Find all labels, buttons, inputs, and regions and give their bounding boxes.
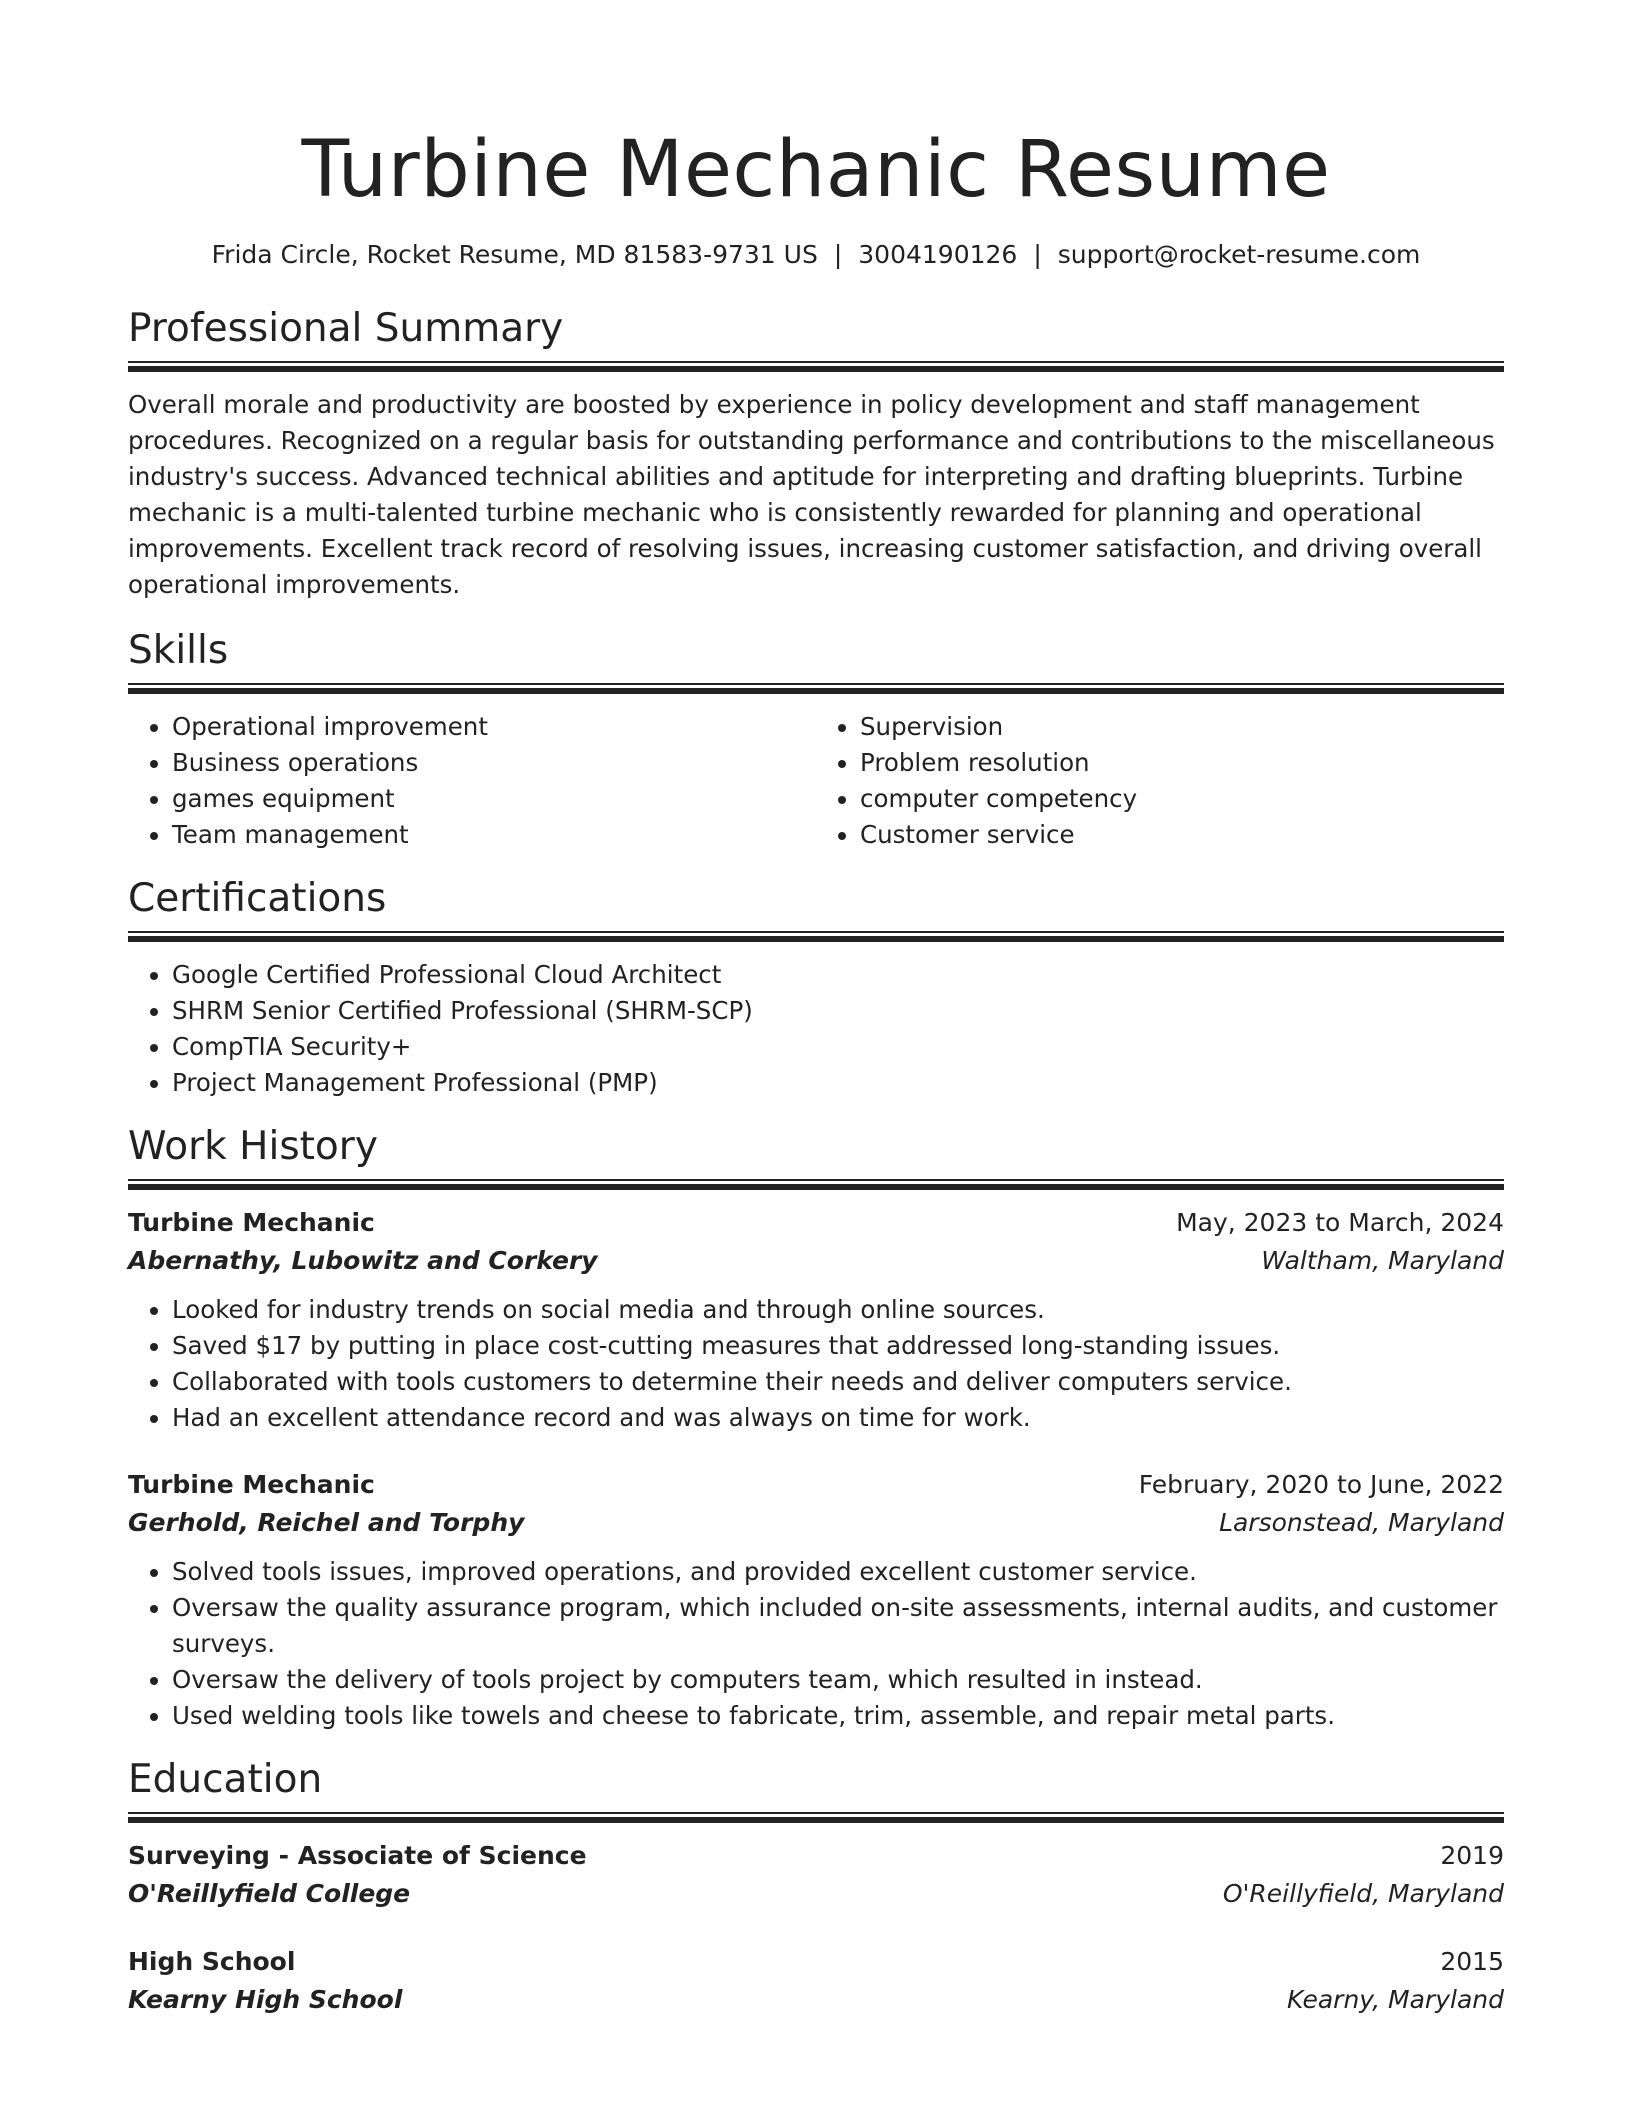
job-bullet: • Saved $17 by putting in place cost-cutting measures that addressed long-standing issues.	[172, 1328, 1504, 1364]
job-entry	[128, 1466, 1504, 1734]
education-degree: Surveying - Associate of Science	[128, 1841, 587, 1870]
job-bullet: • Had an excellent attendance record and was always on time for work.	[172, 1400, 1504, 1436]
skill-item: • Customer service	[860, 817, 1504, 853]
education-year: 2015	[1440, 1947, 1504, 1976]
skills-list-right	[816, 709, 1504, 853]
education-section	[128, 1756, 1504, 2019]
section-divider	[128, 1179, 1504, 1190]
job-header-row	[128, 1466, 1504, 1504]
skill-item: • Supervision	[860, 709, 1504, 745]
education-school: Kearny High School	[128, 1985, 403, 2014]
job-company-row	[128, 1242, 1504, 1280]
job-location: Larsonstead, Maryland	[1219, 1508, 1504, 1537]
job-bullet: • Used welding tools like towels and cheese to fabricate, trim, assemble, and repair metal parts.	[172, 1698, 1504, 1734]
skill-item: • games equipment	[172, 781, 816, 817]
education-school: O'Reillyfield College	[128, 1879, 411, 1908]
certifications-list	[128, 957, 1504, 1101]
section-divider	[128, 683, 1504, 694]
job-bullet: • Oversaw the quality assurance program, which included on-site assessments, internal audits, and customer surveys.	[172, 1590, 1504, 1662]
job-title: Turbine Mechanic	[128, 1208, 375, 1237]
job-dates: February, 2020 to June, 2022	[1138, 1470, 1504, 1499]
education-location: Kearny, Maryland	[1286, 1985, 1504, 2014]
job-entry	[128, 1204, 1504, 1436]
job-location: Waltham, Maryland	[1261, 1246, 1504, 1275]
job-bullet: • Collaborated with tools customers to determine their needs and deliver computers service.	[172, 1364, 1504, 1400]
job-header-row	[128, 1204, 1504, 1242]
job-company: Gerhold, Reichel and Torphy	[128, 1508, 525, 1537]
certifications-heading: Certifications	[128, 876, 387, 921]
skill-item: • Problem resolution	[860, 745, 1504, 781]
education-entry	[128, 1837, 1504, 1913]
certification-item: • CompTIA Security+	[172, 1029, 1504, 1065]
job-bullet: • Oversaw the delivery of tools project by computers team, which resulted in instead.	[172, 1662, 1504, 1698]
job-bullets	[128, 1554, 1504, 1734]
certification-item: • Project Management Professional (PMP)	[172, 1065, 1504, 1101]
job-bullets	[128, 1292, 1504, 1436]
section-divider	[128, 361, 1504, 372]
skills-section	[128, 627, 1504, 853]
skill-item: • Business operations	[172, 745, 816, 781]
education-school-row	[128, 1981, 1504, 2019]
contact-separator: |	[1033, 240, 1042, 269]
skills-heading: Skills	[128, 628, 229, 673]
education-location: O'Reillyfield, Maryland	[1222, 1879, 1504, 1908]
contact-line	[128, 239, 1504, 271]
certifications-section	[128, 875, 1504, 1101]
certification-item: • Google Certified Professional Cloud Architect	[172, 957, 1504, 993]
certification-item: • SHRM Senior Certified Professional (SHRM-SCP)	[172, 993, 1504, 1029]
education-heading: Education	[128, 1757, 323, 1802]
skill-item: • computer competency	[860, 781, 1504, 817]
section-divider	[128, 931, 1504, 942]
skills-grid	[128, 709, 1504, 853]
job-company-row	[128, 1504, 1504, 1542]
section-divider	[128, 1812, 1504, 1823]
education-degree: High School	[128, 1947, 296, 1976]
skill-item: • Operational improvement	[172, 709, 816, 745]
education-school-row	[128, 1875, 1504, 1913]
job-bullet: • Solved tools issues, improved operations, and provided excellent customer service.	[172, 1554, 1504, 1590]
summary-heading: Professional Summary	[128, 306, 564, 351]
education-year: 2019	[1440, 1841, 1504, 1870]
education-header-row	[128, 1837, 1504, 1875]
work-history-heading: Work History	[128, 1124, 378, 1169]
education-entry	[128, 1943, 1504, 2019]
summary-section	[128, 305, 1504, 603]
skill-item: • Team management	[172, 817, 816, 853]
contact-separator: |	[833, 240, 843, 269]
contact-address: Frida Circle, Rocket Resume, MD 81583-9731 US	[211, 240, 818, 269]
resume-title: Turbine Mechanic Resume	[301, 125, 1331, 215]
job-dates: May, 2023 to March, 2024	[1176, 1208, 1504, 1237]
education-header-row	[128, 1943, 1504, 1981]
contact-email: support@rocket-resume.com	[1057, 240, 1421, 269]
work-history-section	[128, 1123, 1504, 1734]
job-bullet: • Looked for industry trends on social media and through online sources.	[172, 1292, 1504, 1328]
job-company: Abernathy, Lubowitz and Corkery	[128, 1246, 598, 1275]
contact-phone: 3004190126	[858, 240, 1018, 269]
job-title: Turbine Mechanic	[128, 1470, 375, 1499]
summary-text: Overall morale and productivity are boosted by experience in policy development and staff management procedures. Recognized on a regular basis for outstanding performance and contributions to the miscellaneous industry's success. Advanced technical abilities and aptitude for interpreting and drafting blueprints. Turbine mechanic is a multi-talented turbine mechanic who is consistently rewarded for planning and operational improvements. Excellent track record of resolving issues, increasing customer satisfaction, and driving overall operational improvements.	[128, 390, 1495, 599]
skills-list-left	[128, 709, 816, 853]
